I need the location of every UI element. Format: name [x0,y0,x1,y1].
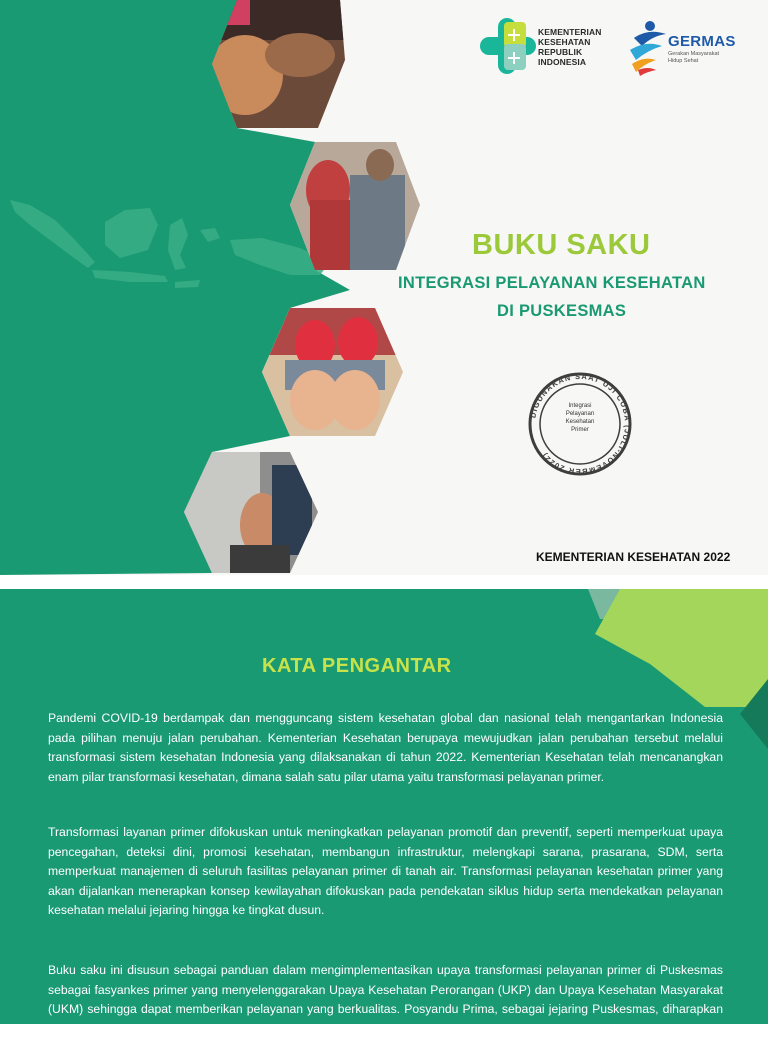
kemenkes-logo-icon [480,18,536,74]
preface-paragraph-2: Transformasi layanan primer difokuskan untuk meningkatkan pelayanan promotif dan preventif, seperti memperkuat upaya pencegahan, deteksi dini, promosi kesehatan, membangun infrastruktur, melengkapi sarana, prasarana, SDM, serta memperkuat manajemen di seluruh fasilitas pelayanan primer di tanah air. Transformasi pelayanan kesehatan primer yang akan dijalankan menerapkan konsep kewilayahan difokuskan pada pendekatan siklus hidup serta mendekatkan pelayanan kesehatan melalui jejaring hingga ke tingkat dusun. [48,825,723,917]
book-subtitle-line2: DI PUSKESMAS [497,302,627,320]
book-subtitle-line1: INTEGRASI PELAYANAN KESEHATAN [398,274,706,292]
preface-paragraph-1: Pandemi COVID-19 berdampak dan mengguncang sistem kesehatan global dan nasional telah mengantarkan Indonesia pada pilihan menuju jalan perubahan. Kementerian Kesehatan berupaya mewujudkan jalan perubahan tersebut melalui transformasi sistem kesehatan Indonesia yang dilaksanakan di tahun 2022. Kementerian Kesehatan telah mencanangkan enam pilar transformasi kesehatan, dimana salah satu pilar utama yaitu transformasi pelayanan primer. [48,711,723,784]
germas-wordmark: GERMAS [668,33,736,50]
ministry-name: KEMENTERIAN KESEHATAN REPUBLIK INDONESIA [538,27,602,67]
page-gap [0,575,768,589]
cover-footer: KEMENTERIAN KESEHATAN 2022 [536,550,731,564]
germas-tagline: Gerakan Masyarakat Hidup Sehat [668,51,720,64]
preface-title: KATA PENGANTAR [262,655,452,677]
germas-logo-icon [630,21,666,76]
decor-hexagon-large [595,589,768,707]
preface-paragraph-3: Buku saku ini disusun sebagai panduan dalam mengimplementasikan upaya transformasi pelayanan primer di Puskesmas sebagai fasyankes primer yang menyelenggarakan Upaya Kesehatan Perorangan (UKP) dan Upaya Kesehatan Masyarakat (UKM) sehingga dapat memberikan pelayanan yang berkualitas. Posyandu Prima, sebagai jejaring Puskesmas, diharapkan semakin berkembang, baik jumlah maupun kualitas [48,963,723,1036]
book-title: BUKU SAKU [472,229,651,261]
stamp-center-text: Integrasi Pelayanan Kesehatan Primer [565,403,595,433]
stamp-ring-text: DIGUNAKAN SAAT UJI COBA (JULI-NOVEMBER 2022) [528,371,633,477]
